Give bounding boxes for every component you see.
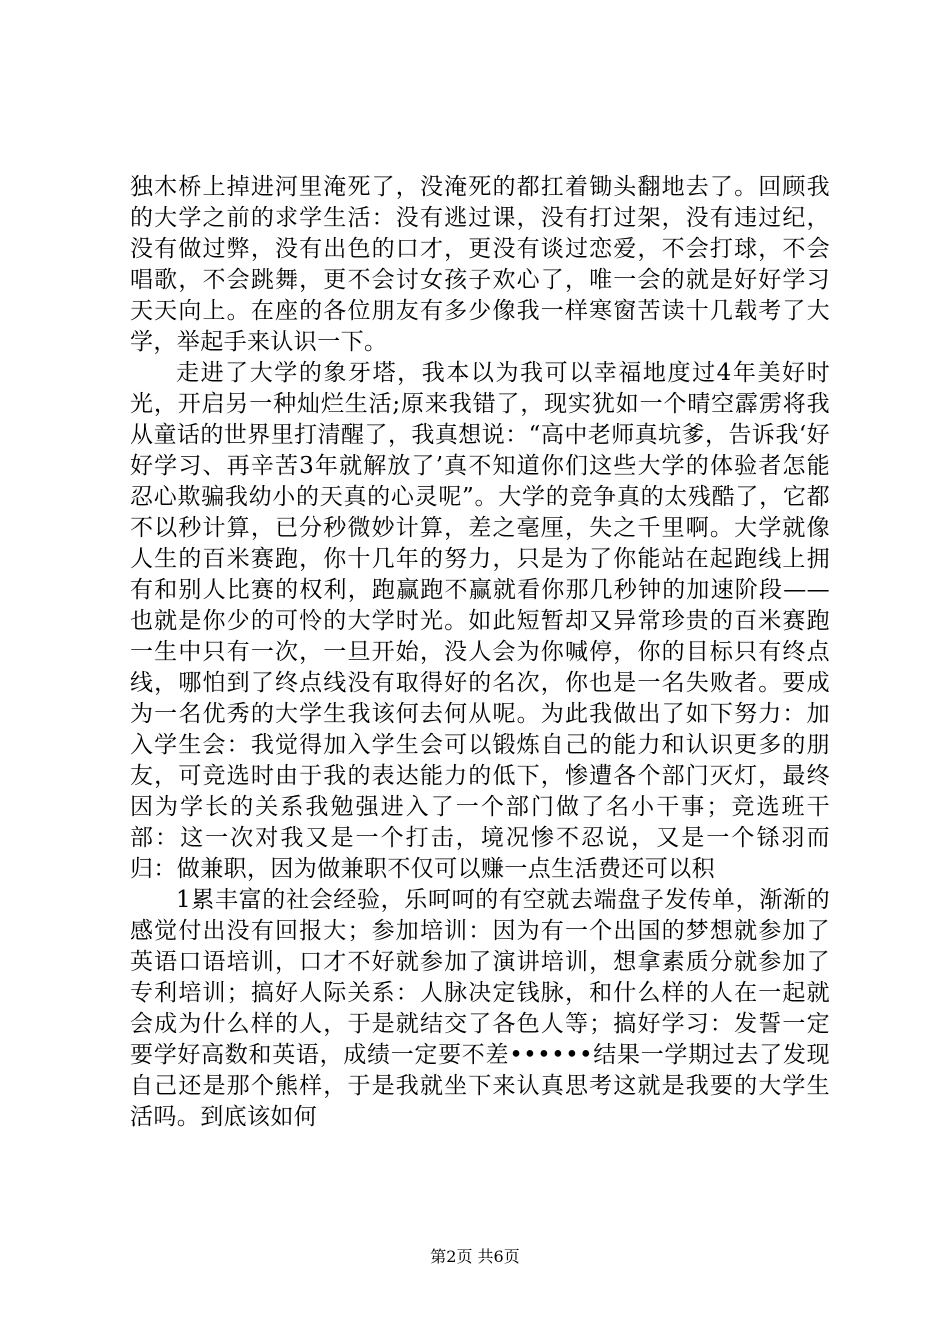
body-text xyxy=(130,172,830,1133)
page-footer: 第2页 共6页 xyxy=(430,1247,520,1266)
paragraph-2: 走进了大学的象牙塔，我本以为我可以幸福地度过4年美好时光，开启另一种灿烂生活;原来我错了，现实犹如一个晴空霹雳将我从童话的世界里打清醒了，我真想说：“高中老师真坑爹，告诉我‘好好学习、再辛苦3年就解放了’真不知道你们这些大学的体验者怎能忍心欺骗我幼小的天真的心灵呢”。大学的竞争真的太残酷了，它都不以秒计算，已分秒微妙计算，差之毫厘，失之千里啊。大学就像人生的百米赛跑，你十几年的努力，只是为了你能站在起跑线上拥有和别人比赛的权利，跑赢跑不赢就看你那几秒钟的加速阶段——也就是你少的可怜的大学时光。如此短暂却又异常珍贵的百米赛跑一生中只有一次，一旦开始，没人会为你喊停，你的目标只有终点线，哪怕到了终点线没有取得好的名次，你也是一名失败者。要成为一名优秀的大学生我该何去何从呢。为此我做出了如下努力：加入学生会：我觉得加入学生会可以锻炼自己的能力和认识更多的朋友，可竞选时由于我的表达能力的低下，惨遭各个部门灭灯，最终因为学长的关系我勉强进入了一个部门做了名小干事；竞选班干部：这一次对我又是一个打击，境况惨不忍说，又是一个铩羽而归：做兼职，因为做兼职不仅可以赚一点生活费还可以积 xyxy=(130,360,830,882)
paragraph-3: 1累丰富的社会经验，乐呵呵的有空就去端盘子发传单，渐渐的感觉付出没有回报大；参加培训：因为有一个出国的梦想就参加了英语口语培训，口才不好就参加了演讲培训，想拿素质分就参加了专利培训；搞好人际关系：人脉决定钱脉，和什么样的人在一起就会成为什么样的人，于是就结交了各色人等；搞好学习：发誓一定要学好高数和英语，成绩一定要不差••••••结果一学期过去了发现自己还是那个熊样，于是我就坐下来认真思考这就是我要的大学生活吗。到底该如何 xyxy=(130,887,830,1130)
paragraph-1: 独木桥上掉进河里淹死了，没淹死的都扛着锄头翻地去了。回顾我的大学之前的求学生活：没有逃过课，没有打过架，没有违过纪，没有做过弊，没有出色的口才，更没有谈过恋爱，不会打球，不会唱歌，不会跳舞，更不会讨女孩子欢心了，唯一会的就是好好学习天天向上。在座的各位朋友有多少像我一样寒窗苦读十几载考了大学，举起手来认识一下。 xyxy=(130,174,830,355)
